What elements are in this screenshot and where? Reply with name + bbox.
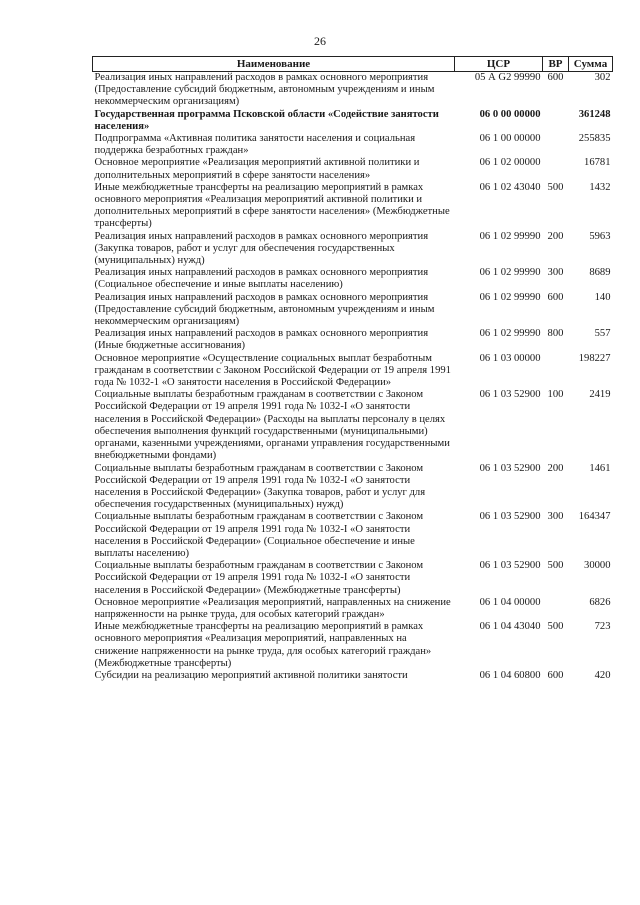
cell-vr: 500 bbox=[547, 560, 564, 572]
cell-sum: 723 bbox=[594, 621, 611, 633]
cell-csr: 06 1 04 43040 bbox=[479, 621, 541, 633]
cell-sum: 30000 bbox=[584, 560, 611, 572]
cell-name: Основное мероприятие «Реализация мероприятий активной политики и дополнительных мероприятий в сфере занятости населения» bbox=[94, 157, 420, 181]
cell-sum: 6826 bbox=[589, 596, 611, 608]
budget-table bbox=[92, 56, 613, 682]
cell-name: Государственная программа Псковской области «Содействие занятости населения» bbox=[94, 108, 439, 132]
header-csr: ЦСР bbox=[455, 57, 543, 72]
cell-name: Социальные выплаты безработным гражданам в соответствии с Законом Российской Федерации от 19 апреля 1991 года № 1032-I «О занятости населения в Российской Федерации» (Социальное обеспечение и иные выплаты населению) bbox=[94, 511, 424, 559]
cell-vr bbox=[543, 133, 569, 157]
table-row bbox=[93, 182, 613, 231]
cell-sum: 140 bbox=[594, 291, 611, 303]
cell-vr: 600 bbox=[547, 669, 564, 681]
cell-sum: 557 bbox=[594, 328, 611, 340]
table-row bbox=[93, 670, 613, 682]
cell-csr: 06 0 00 00000 bbox=[479, 108, 541, 120]
cell-sum: 302 bbox=[594, 72, 611, 83]
cell-csr: 06 1 02 99990 bbox=[479, 291, 541, 303]
header-name: Наименование bbox=[93, 57, 455, 72]
cell-vr: 800 bbox=[547, 328, 564, 340]
cell-sum: 255835 bbox=[578, 133, 611, 145]
cell-vr: 500 bbox=[547, 621, 564, 633]
cell-vr bbox=[543, 353, 569, 390]
table-row bbox=[93, 560, 613, 597]
cell-sum: 1461 bbox=[589, 462, 611, 474]
cell-vr bbox=[543, 109, 569, 133]
cell-vr: 300 bbox=[547, 267, 564, 279]
cell-sum: 1432 bbox=[589, 181, 611, 193]
table-row bbox=[93, 292, 613, 329]
cell-sum: 198227 bbox=[578, 352, 611, 364]
cell-sum: 361248 bbox=[578, 108, 611, 120]
cell-name: Иные межбюджетные трансферты на реализацию мероприятий в рамках основного мероприятия «Реализация мероприятий, направленных на снижение напряженности на рынке труда, для особых категорий граждан» (Межбюджетные трансферты) bbox=[94, 621, 432, 669]
table-row bbox=[93, 621, 613, 670]
table-row bbox=[93, 157, 613, 181]
cell-name: Социальные выплаты безработным гражданам в соответствии с Законом Российской Федерации от 19 апреля 1991 года № 1032-I «О занятости населения в Российской Федерации» (Расходы на выплаты персоналу в целях обеспечения выполнения функций государственными (муниципальными) органами, казенными учреждениями, органами управления государственными внебюджетными фондами) bbox=[94, 389, 450, 462]
table-row bbox=[93, 328, 613, 352]
cell-vr bbox=[543, 597, 569, 621]
cell-csr: 06 1 03 52900 bbox=[479, 462, 541, 474]
table-row bbox=[93, 511, 613, 560]
cell-csr: 06 1 02 43040 bbox=[479, 181, 541, 193]
cell-csr: 06 1 04 60800 bbox=[479, 669, 541, 681]
cell-name: Реализация иных направлений расходов в рамках основного мероприятия (Предоставление субсидий бюджетным, автономным учреждениям и иным некоммерческим организациям) bbox=[94, 72, 435, 108]
cell-sum: 164347 bbox=[578, 511, 611, 523]
table-row bbox=[93, 353, 613, 390]
cell-name: Реализация иных направлений расходов в рамках основного мероприятия (Закупка товаров, работ и услуг для обеспечения государственных (муниципальных) нужд) bbox=[94, 230, 429, 267]
cell-name: Реализация иных направлений расходов в рамках основного мероприятия (Иные бюджетные ассигнования) bbox=[94, 328, 429, 352]
table-row bbox=[93, 72, 613, 109]
cell-vr: 300 bbox=[547, 511, 564, 523]
cell-name: Иные межбюджетные трансферты на реализацию мероприятий в рамках основного мероприятия «Реализация мероприятий активной политики и дополнительных мероприятий в сфере занятости населения» (Межбюджетные трансферты) bbox=[94, 181, 450, 230]
header-sum: Сумма bbox=[569, 57, 613, 72]
cell-sum: 5963 bbox=[589, 230, 611, 242]
cell-vr bbox=[543, 157, 569, 181]
table-row bbox=[93, 267, 613, 291]
cell-vr: 600 bbox=[547, 291, 564, 303]
cell-csr: 06 1 03 52900 bbox=[479, 511, 541, 523]
table-row bbox=[93, 133, 613, 157]
table-row bbox=[93, 463, 613, 512]
cell-sum: 2419 bbox=[589, 389, 611, 401]
table-header-row bbox=[93, 57, 613, 72]
cell-name: Реализация иных направлений расходов в рамках основного мероприятия (Социальное обеспечение и иные выплаты населению) bbox=[94, 267, 429, 291]
cell-vr: 200 bbox=[547, 462, 564, 474]
table-row bbox=[93, 109, 613, 133]
table-row bbox=[93, 597, 613, 621]
cell-name: Реализация иных направлений расходов в рамках основного мероприятия (Предоставление субсидий бюджетным, автономным учреждениям и иным некоммерческим организациям) bbox=[94, 291, 435, 328]
table-row bbox=[93, 231, 613, 268]
cell-csr: 06 1 03 00000 bbox=[479, 352, 541, 364]
cell-sum: 420 bbox=[594, 669, 611, 681]
cell-sum: 8689 bbox=[589, 267, 611, 279]
cell-vr: 500 bbox=[547, 181, 564, 193]
cell-name: Основное мероприятие «Осуществление социальных выплат безработным гражданам в соответствии с Законом Российской Федерации от 19 апреля 1991 года № 1032-1 «О занятости населения в Российской Федерации» bbox=[94, 352, 451, 389]
cell-csr: 05 А G2 99990 bbox=[474, 72, 541, 83]
cell-vr: 100 bbox=[547, 389, 564, 401]
table-row bbox=[93, 389, 613, 462]
cell-vr: 200 bbox=[547, 230, 564, 242]
cell-csr: 06 1 00 00000 bbox=[479, 133, 541, 145]
cell-csr: 06 1 02 99990 bbox=[479, 267, 541, 279]
cell-csr: 06 1 03 52900 bbox=[479, 389, 541, 401]
page-number: 26 bbox=[314, 34, 326, 48]
cell-name: Социальные выплаты безработным гражданам в соответствии с Законом Российской Федерации от 19 апреля 1991 года № 1032-I «О занятости населения в Российской Федерации» (Закупка товаров, работ и услуг для обеспечения государственных (муниципальных) нужд) bbox=[94, 462, 426, 511]
cell-csr: 06 1 02 00000 bbox=[479, 157, 541, 169]
cell-name: Подпрограмма «Активная политика занятости населения и социальная поддержка безработных граждан» bbox=[94, 133, 416, 157]
header-vr: ВР bbox=[543, 57, 569, 72]
cell-vr: 600 bbox=[547, 72, 564, 83]
cell-csr: 06 1 03 52900 bbox=[479, 560, 541, 572]
cell-name: Социальные выплаты безработным гражданам в соответствии с Законом Российской Федерации от 19 апреля 1991 года № 1032-I «О занятости населения в Российской Федерации» (Межбюджетные трансферты) bbox=[94, 560, 424, 596]
cell-csr: 06 1 02 99990 bbox=[479, 328, 541, 340]
cell-sum: 16781 bbox=[584, 157, 611, 169]
cell-csr: 06 1 04 00000 bbox=[479, 596, 541, 608]
cell-name: Основное мероприятие «Реализация мероприятий, направленных на снижение напряженности на рынке труда, для особых категорий граждан» bbox=[94, 596, 451, 620]
cell-csr: 06 1 02 99990 bbox=[479, 230, 541, 242]
cell-name: Субсидии на реализацию мероприятий активной политики занятости bbox=[94, 669, 408, 681]
